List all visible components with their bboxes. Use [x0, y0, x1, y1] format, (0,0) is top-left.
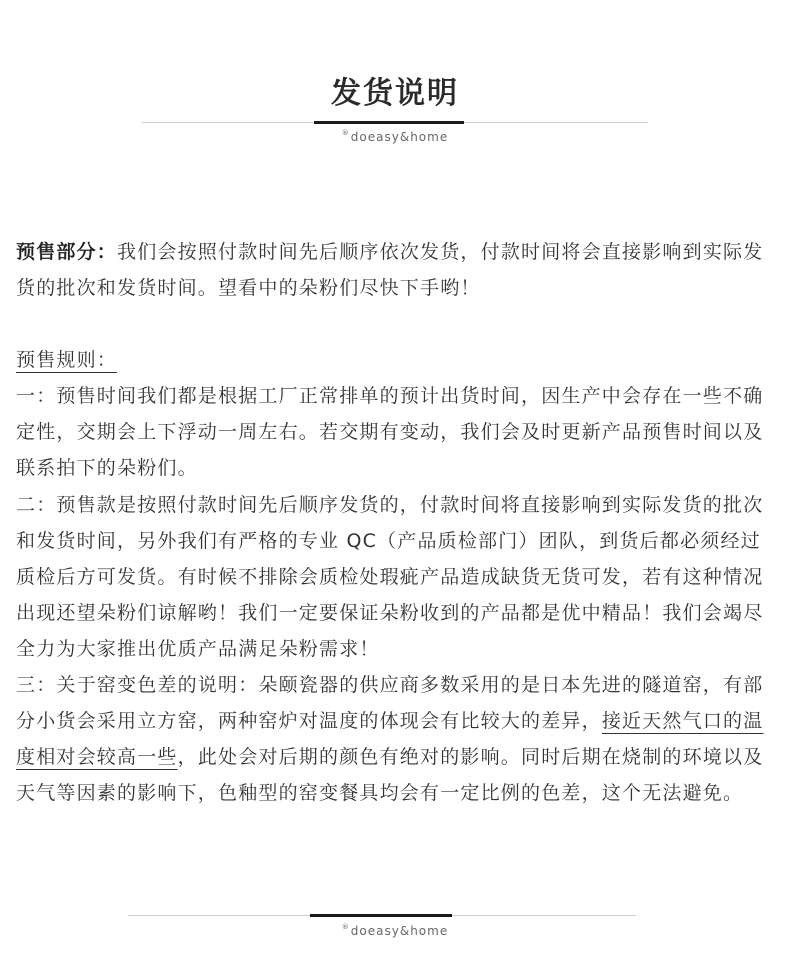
rule-2: 二：预售款是按照付款时间先后顺序发货的，付款时间将直接影响到实际发货的批次和发货时间，另外我们有严格的专业 QC（产品质检部门）团队，到货后都必须经过质检后方可发货。有时候不排除会质检处瑕疵产品造成缺货无货可发，若有这种情况出现还望朵粉们谅解哟！我们一定要保证朵粉收到的产品都是优中精品！我们会竭尽全力为大家推出优质产品满足朵粉需求！ [16, 493, 764, 660]
header-brand-mark: ® [341, 129, 350, 137]
header-brand-text: doeasy&home [350, 130, 449, 144]
footer-brand [0, 924, 790, 938]
rules-heading [16, 342, 772, 378]
header-brand [0, 130, 790, 144]
footer-divider-accent [310, 914, 452, 917]
rule-3-outro: ，此处会对后期的颜色有绝对的影响。同时后期在烧制的环境以及天气等因素的影响下，色釉型的窑变餐具均会有一定比例的色差，这个无法避免。 [16, 746, 764, 805]
paragraph-gap [16, 306, 772, 342]
rule-3 [16, 667, 772, 811]
header-divider-accent [314, 121, 464, 124]
shipping-notes [16, 234, 772, 811]
page-title: 发货说明 [331, 76, 459, 112]
rule-1: 一：预售时间我们都是根据工厂正常排单的预计出货时间，因生产中会存在一些不确定性，交期会上下浮动一周左右。若交期有变动，我们会及时更新产品预售时间以及联系拍下的朵粉们。 [16, 385, 764, 480]
presale-text: 我们会按照付款时间先后顺序依次发货，付款时间将会直接影响到实际发货的批次和发货时间。望看中的朵粉们尽快下手哟！ [16, 241, 764, 300]
rule-3-intro: 三：关于窑变色差的说明：朵颐瓷器的供应商多数采用的是日本先进的隧道窑，有部分小货会采用立方窑，两种窑炉对温度的体现会有比较大的差异， [16, 674, 764, 733]
header-divider [142, 122, 648, 123]
rule-3-highlight: 接近天然气口的温度相对会较高一些 [16, 710, 764, 769]
footer-brand-text: doeasy&home [350, 924, 449, 938]
presale-label: 预售部分： [16, 241, 118, 263]
presale-paragraph [16, 234, 772, 306]
footer-brand-mark: ® [341, 923, 350, 931]
rules-heading-text: 预售规则： [16, 349, 118, 372]
footer-divider [128, 915, 636, 916]
